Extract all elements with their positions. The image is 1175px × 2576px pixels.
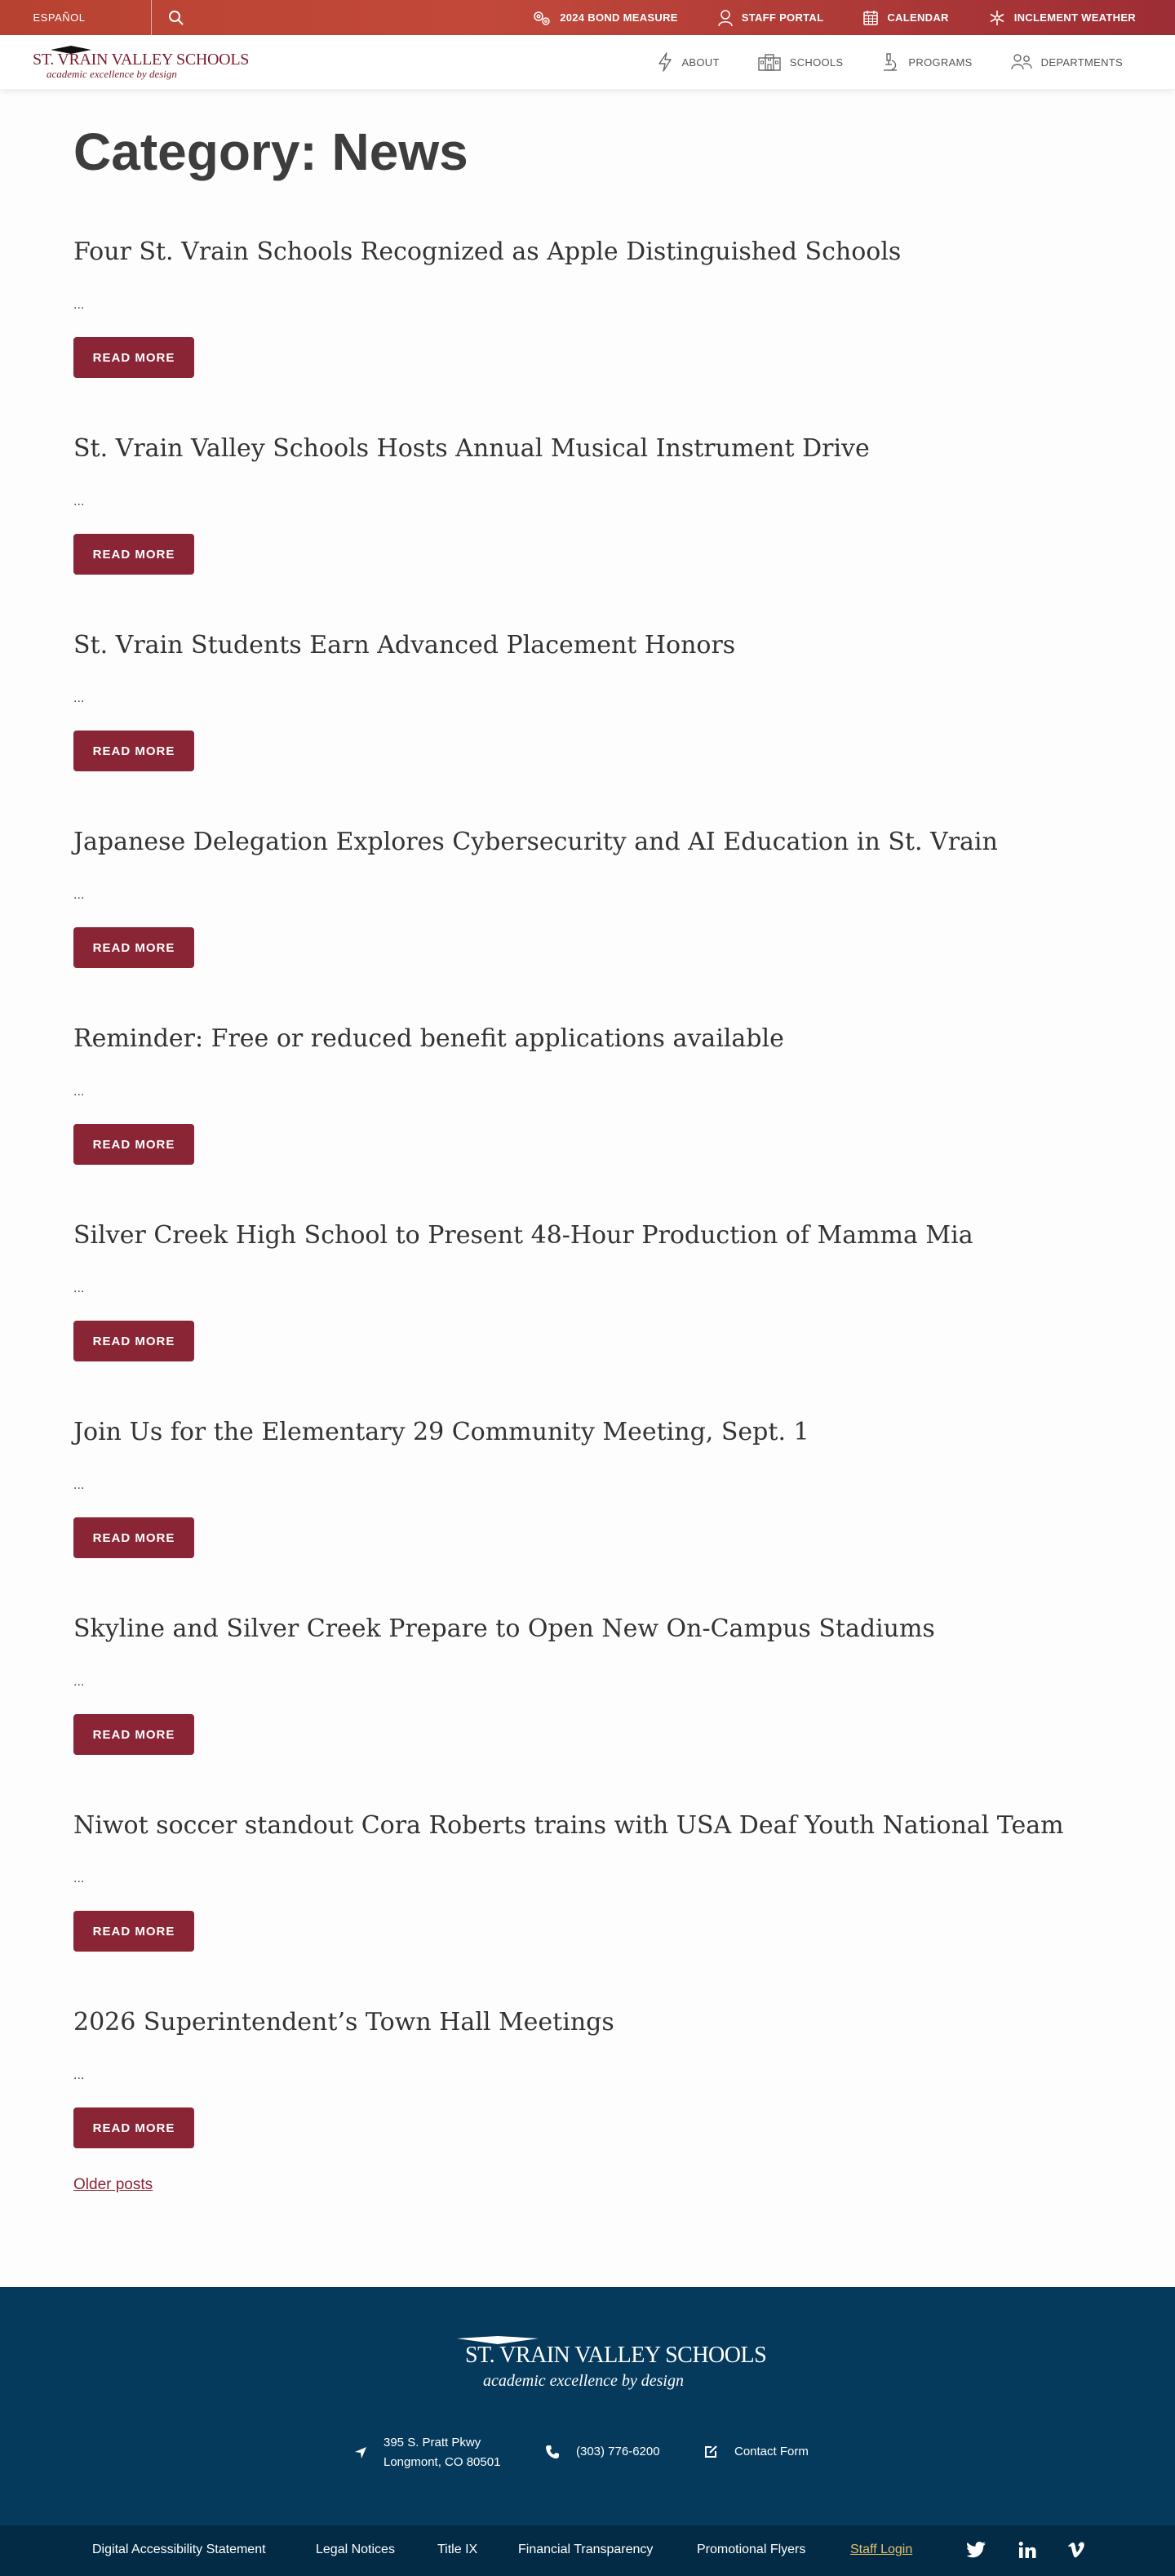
news-post [73,1811,1102,1939]
read-more-button[interactable]: READ MORE [73,337,194,378]
footer-link-accessibility[interactable]: Digital Accessibility Statement [92,2543,266,2556]
util-link-bond[interactable] [532,10,678,26]
language-switch[interactable] [0,0,152,35]
footer-link-title-ix[interactable]: Title IX [437,2543,478,2556]
linkedin-icon[interactable] [1018,2541,1036,2559]
language-label[interactable]: ESPAÑOL [33,11,86,24]
nav-item-label: PROGRAMS [908,56,973,69]
footer-link-staff-login[interactable]: Staff Login [850,2543,913,2556]
post-excerpt: ... [73,2068,85,2082]
utility-bar [0,0,1175,35]
util-link-label: 2024 BOND MEASURE [560,11,678,24]
snowflake-icon [988,9,1006,27]
post-title-link[interactable]: Niwot soccer standout Cora Roberts trains with USA Deaf Youth National Team [73,1811,1064,1840]
address-line-1: 395 S. Pratt Pkwy [384,2436,481,2449]
footer-contact-text: Contact Form [734,2445,809,2458]
read-more-button[interactable]: READ MORE [73,927,194,968]
site-footer [0,2287,1175,2525]
main-navigation [0,35,1175,89]
util-link-inclement-weather[interactable] [988,9,1136,27]
twitter-icon[interactable] [967,2541,987,2559]
search-icon [168,10,184,26]
site-logo[interactable] [33,43,250,81]
util-link-label: STAFF PORTAL [741,11,824,24]
news-post [73,1221,1102,1348]
logo-name: ST. VRAIN VALLEY SCHOOLS [33,51,250,69]
read-more-button[interactable]: READ MORE [73,534,194,575]
post-title-link[interactable]: Join Us for the Elementary 29 Community Meeting, Sept. 1 [73,1418,809,1446]
util-link-staff-portal[interactable] [717,9,824,27]
news-post [73,1614,1102,1742]
news-post [73,631,1102,758]
post-excerpt: ... [73,1872,85,1885]
post-excerpt: ... [73,888,85,902]
post-title-link[interactable]: 2026 Superintendent’s Town Hall Meetings [73,2008,614,2036]
footer-address [354,2433,500,2472]
post-title-link[interactable]: St. Vrain Valley Schools Hosts Annual Musical Instrument Drive [73,434,870,463]
calendar-icon [862,10,879,26]
older-posts-link[interactable]: Older posts [73,2176,153,2193]
location-arrow-icon [354,2446,367,2459]
footer-phone[interactable] [545,2442,660,2462]
read-more-button[interactable]: READ MORE [73,1517,194,1558]
footer-contact-form[interactable] [703,2442,809,2462]
address-line-2: Longmont, CO 80501 [384,2455,501,2469]
footer-phone-text: (303) 776-6200 [576,2445,660,2458]
util-link-label: CALENDAR [887,11,949,24]
footer-link-financial[interactable]: Financial Transparency [518,2543,654,2556]
util-link-calendar[interactable] [862,10,948,26]
microscope-icon [880,52,900,72]
vimeo-icon[interactable] [1067,2541,1085,2559]
footer-logo-name: ST. VRAIN VALLEY SCHOOLS [465,2343,767,2368]
read-more-button[interactable]: READ MORE [73,2107,194,2148]
post-excerpt: ... [73,298,85,312]
footer-logo[interactable] [457,2336,767,2393]
post-title-link[interactable]: Reminder: Free or reduced benefit applications available [73,1024,784,1053]
news-post [73,2008,1102,2135]
footer-link-flyers[interactable]: Promotional Flyers [697,2543,806,2556]
page-title: Category: News [73,122,468,181]
util-link-label: INCLEMENT WEATHER [1013,11,1136,24]
people-group-icon [1010,52,1033,72]
post-title-link[interactable]: St. Vrain Students Earn Advanced Placement Honors [73,631,736,660]
phone-icon [545,2445,560,2459]
search-button[interactable] [152,0,201,35]
news-post [73,828,1102,955]
post-excerpt: ... [73,691,85,705]
news-post [73,434,1102,562]
school-building-icon [757,53,782,71]
user-icon [717,9,734,27]
post-excerpt: ... [73,495,85,509]
read-more-button[interactable]: READ MORE [73,1321,194,1361]
read-more-button[interactable]: READ MORE [73,1714,194,1755]
footer-bottom-bar [0,2525,1175,2576]
post-excerpt: ... [73,1675,85,1689]
news-post [73,1418,1102,1545]
post-title-link[interactable]: Silver Creek High School to Present 48-Hour Production of Mamma Mia [73,1221,973,1250]
post-title-link[interactable]: Four St. Vrain Schools Recognized as Apple Distinguished Schools [73,238,902,266]
news-post [73,238,1102,365]
edit-icon [703,2445,718,2459]
read-more-button[interactable]: READ MORE [73,1911,194,1952]
post-excerpt: ... [73,1085,85,1099]
nav-item-about[interactable] [657,52,719,72]
gears-icon [532,10,552,26]
read-more-button[interactable]: READ MORE [73,1124,194,1165]
nav-item-label: DEPARTMENTS [1040,56,1123,69]
post-excerpt: ... [73,1478,85,1492]
nav-item-programs[interactable] [880,52,972,72]
footer-link-legal[interactable]: Legal Notices [316,2543,395,2556]
nav-item-label: ABOUT [681,56,720,69]
nav-item-label: SCHOOLS [789,56,844,69]
news-post [73,1024,1102,1152]
post-excerpt: ... [73,1281,85,1295]
logo-tagline: academic excellence by design [47,68,177,80]
post-title-link[interactable]: Japanese Delegation Explores Cybersecurity and AI Education in St. Vrain [73,828,998,856]
footer-logo-tagline: academic excellence by design [483,2372,684,2390]
nav-item-schools[interactable] [757,53,844,71]
nav-item-departments[interactable] [1010,52,1123,72]
post-title-link[interactable]: Skyline and Silver Creek Prepare to Open New On-Campus Stadiums [73,1614,935,1643]
read-more-button[interactable]: READ MORE [73,731,194,771]
lightning-icon [657,52,673,72]
